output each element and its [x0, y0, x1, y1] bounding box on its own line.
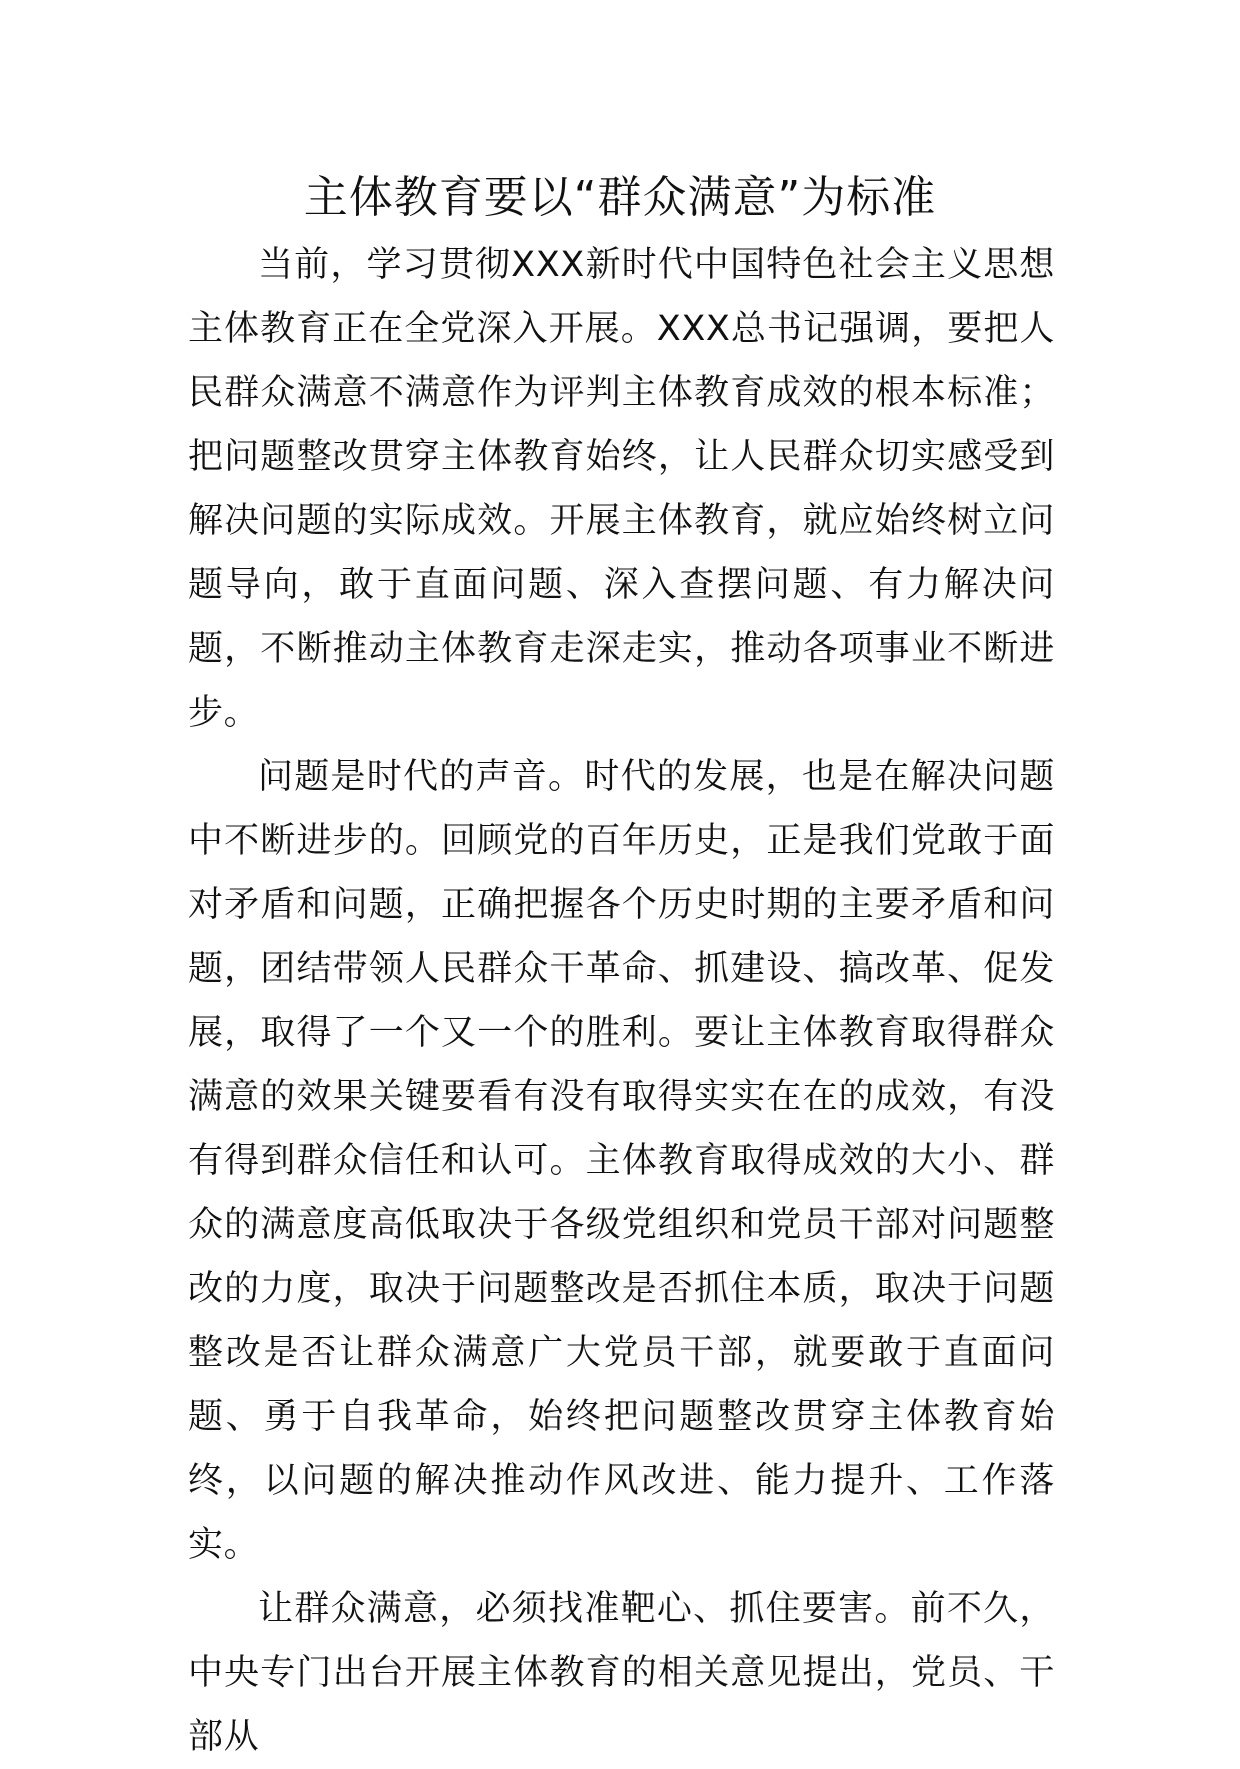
document-title: 主体教育要以“群众满意”为标准 — [303, 172, 937, 223]
document-body — [188, 233, 1055, 1769]
paragraph-3: 让群众满意，必须找准靶心、抓住要害。前不久，中央专门出台开展主体教育的相关意见提出，党员、干部从 — [188, 1589, 1055, 1757]
paragraph-1: 当前，学习贯彻XXX新时代中国特色社会主义思想主体教育正在全党深入开展。XXX总书记强调，要把人民群众满意不满意作为评判主体教育成效的根本标准；把问题整改贯穿主体教育始终，让人民群众切实感受到解决问题的实际成效。开展主体教育，就应始终树立问题导向，敢于直面问题、深入查摆问题、有力解决问题，不断推动主体教育走深走实，推动各项事业不断进步。 — [188, 245, 1055, 733]
paragraph-2: 问题是时代的声音。时代的发展，也是在解决问题中不断进步的。回顾党的百年历史，正是我们党敢于面对矛盾和问题，正确把握各个历史时期的主要矛盾和问题，团结带领人民群众干革命、抓建设、搞改革、促发展，取得了一个又一个的胜利。要让主体教育取得群众满意的效果关键要看有没有取得实实在在的成效，有没有得到群众信任和认可。主体教育取得成效的大小、群众的满意度高低取决于各级党组织和党员干部对问题整改的力度，取决于问题整改是否抓住本质，取决于问题整改是否让群众满意广大党员干部，就要敢于直面问题、勇于自我革命，始终把问题整改贯穿主体教育始终，以问题的解决推动作风改进、能力提升、工作落实。 — [188, 757, 1055, 1565]
